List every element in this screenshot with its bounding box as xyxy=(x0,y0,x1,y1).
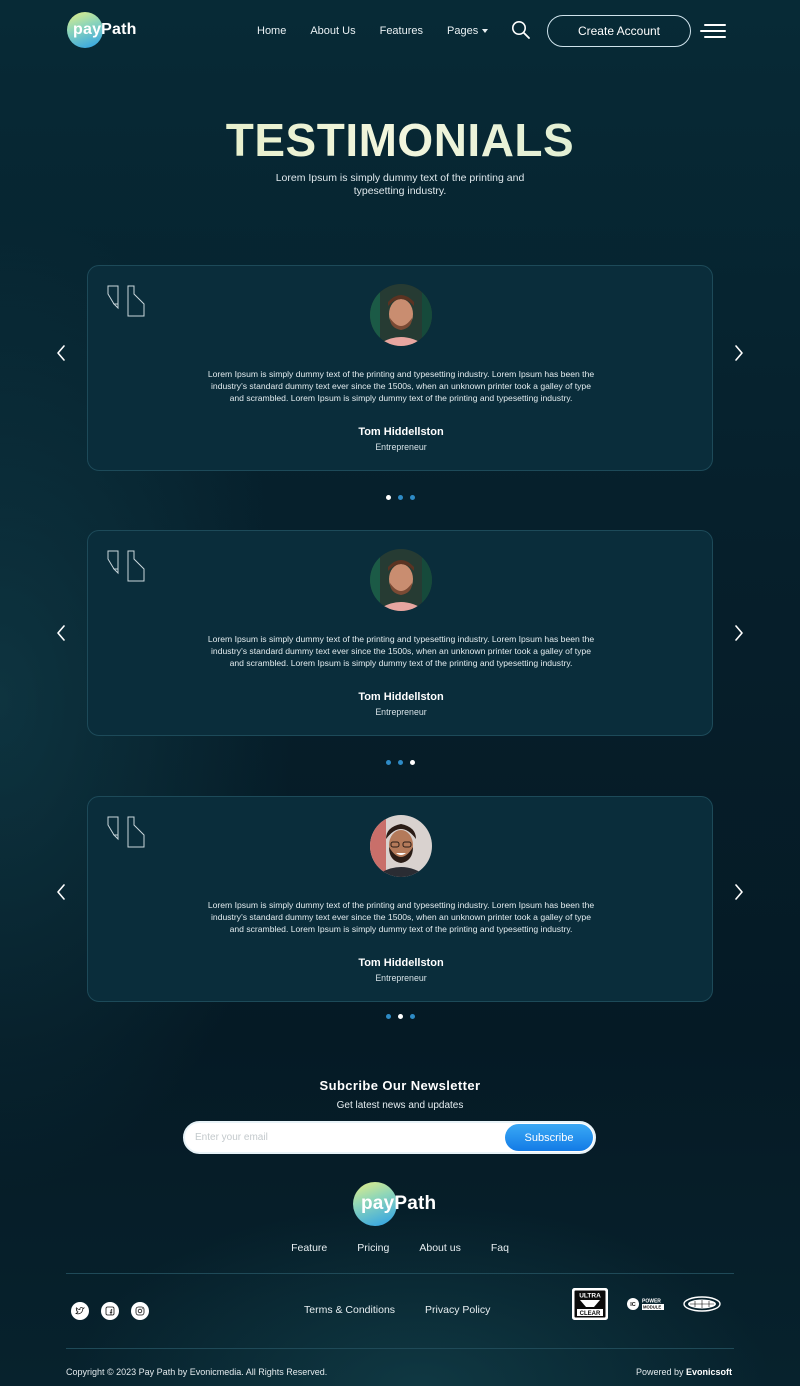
carousel-dot[interactable] xyxy=(386,760,391,765)
terms-link[interactable]: Terms & Conditions xyxy=(304,1304,396,1316)
page-subtitle xyxy=(0,172,800,198)
testimonial-text: Lorem Ipsum is simply dummy text of the printing and typesetting industry. Lorem Ipsum has been the industry's standard dummy text ever since the 1500s, when an unknown printer took a galley of type and scrambled. Lorem Ipsum is simply dummy text of the printing and typesetting industry. xyxy=(207,369,595,403)
nav-about-us[interactable]: About Us xyxy=(310,25,356,37)
next-arrow-icon[interactable] xyxy=(733,883,745,901)
create-account-button[interactable]: Create Account xyxy=(547,15,691,47)
carousel-dot[interactable] xyxy=(386,495,391,500)
testimonial-text: Lorem Ipsum is simply dummy text of the printing and typesetting industry. Lorem Ipsum has been the industry's standard dummy text ever since the 1500s, when an unknown printer took a galley of type and scrambled. Lorem Ipsum is simply dummy text of the printing and typesetting industry. xyxy=(207,900,595,934)
ultra-clear-badge xyxy=(572,1288,608,1320)
instagram-icon[interactable] xyxy=(131,1302,149,1320)
page-title: TESTIMONIALS xyxy=(0,112,800,168)
footer-link-feature[interactable]: Feature xyxy=(291,1242,328,1254)
footer-link-faq[interactable]: Faq xyxy=(490,1242,509,1254)
testimonial-role: Entrepreneur xyxy=(375,442,427,452)
main-nav xyxy=(257,24,488,38)
twitter-icon[interactable] xyxy=(71,1302,89,1320)
logo-text: payPath xyxy=(361,1193,437,1214)
power-badge-bottom-text: MODULE xyxy=(643,1304,662,1310)
testimonial-card xyxy=(87,265,713,471)
ultra-badge-top-text: ULTRA xyxy=(579,1292,601,1300)
testimonial-card xyxy=(87,796,713,1002)
footer-bottom-divider xyxy=(66,1348,734,1349)
avatar xyxy=(370,549,432,611)
testimonial-name: Tom Hiddellston xyxy=(358,426,444,438)
testimonial-role: Entrepreneur xyxy=(375,973,427,983)
next-arrow-icon[interactable] xyxy=(733,344,745,362)
carousel-dots xyxy=(386,1014,415,1019)
ultra-badge-bottom-text: CLEAR xyxy=(579,1311,601,1317)
testimonial-name: Tom Hiddellston xyxy=(358,691,444,703)
testimonial-name: Tom Hiddellston xyxy=(358,957,444,969)
page-subtitle-line2: typesetting industry. xyxy=(353,185,447,197)
svg-text:IC: IC xyxy=(630,1302,636,1308)
power-module-badge xyxy=(626,1296,666,1312)
carousel-dot[interactable] xyxy=(410,495,415,500)
legal-links xyxy=(304,1304,490,1316)
testimonial-role: Entrepreneur xyxy=(375,707,427,717)
footer-links xyxy=(0,1242,800,1254)
powered-by-brand[interactable]: Evonicsoft xyxy=(685,1367,732,1377)
nav-home[interactable]: Home xyxy=(257,25,287,37)
footer-logo[interactable] xyxy=(353,1182,437,1226)
carousel-dots xyxy=(386,495,415,500)
footer-link-pricing[interactable]: Pricing xyxy=(357,1242,390,1254)
facebook-icon[interactable] xyxy=(101,1302,119,1320)
avatar xyxy=(370,284,432,346)
powered-by xyxy=(636,1367,732,1377)
testimonial-text: Lorem Ipsum is simply dummy text of the printing and typesetting industry. Lorem Ipsum has been the industry's standard dummy text ever since the 1500s, when an unknown printer took a galley of type and scrambled. Lorem Ipsum is simply dummy text of the printing and typesetting industry. xyxy=(207,634,595,668)
quote-icon xyxy=(104,549,150,588)
prev-arrow-icon[interactable] xyxy=(55,624,67,642)
hamburger-icon[interactable] xyxy=(700,24,726,40)
next-arrow-icon[interactable] xyxy=(733,624,745,642)
nav-pages[interactable] xyxy=(447,25,488,37)
carousel-dot[interactable] xyxy=(398,760,403,765)
caret-down-icon xyxy=(482,29,488,33)
seal-badge xyxy=(683,1296,721,1312)
header-logo[interactable] xyxy=(67,12,137,48)
footer-divider xyxy=(66,1273,734,1274)
prev-arrow-icon[interactable] xyxy=(55,883,67,901)
carousel-dot[interactable] xyxy=(410,760,415,765)
quote-icon xyxy=(104,815,150,854)
power-badge-top-text: POWER xyxy=(642,1298,661,1305)
carousel-dot[interactable] xyxy=(398,1014,403,1019)
avatar xyxy=(370,815,432,877)
testimonial-card xyxy=(87,530,713,736)
footer-link-about-us[interactable]: About us xyxy=(419,1242,461,1254)
powered-by-prefix: Powered by xyxy=(635,1367,684,1377)
newsletter-form xyxy=(183,1121,596,1154)
carousel-dot[interactable] xyxy=(386,1014,391,1019)
carousel-dot[interactable] xyxy=(410,1014,415,1019)
logo-text: payPath xyxy=(73,21,137,38)
newsletter-title: Subcribe Our Newsletter xyxy=(319,1078,481,1093)
carousel-dots xyxy=(386,760,415,765)
nav-features[interactable]: Features xyxy=(379,25,424,37)
quote-icon xyxy=(104,284,150,323)
carousel-dot[interactable] xyxy=(398,495,403,500)
page-subtitle-line1: Lorem Ipsum is simply dummy text of the printing and xyxy=(275,172,525,184)
email-input[interactable] xyxy=(195,1123,495,1152)
search-icon[interactable] xyxy=(511,20,531,40)
privacy-link[interactable]: Privacy Policy xyxy=(425,1304,491,1316)
nav-pages-label: Pages xyxy=(447,25,479,37)
prev-arrow-icon[interactable] xyxy=(55,344,67,362)
subscribe-button[interactable]: Subscribe xyxy=(505,1124,593,1151)
newsletter-subtitle: Get latest news and updates xyxy=(336,1100,464,1111)
copyright-text: Copyright © 2023 Pay Path by Evonicmedia. All Rights Reserved. xyxy=(66,1367,328,1377)
